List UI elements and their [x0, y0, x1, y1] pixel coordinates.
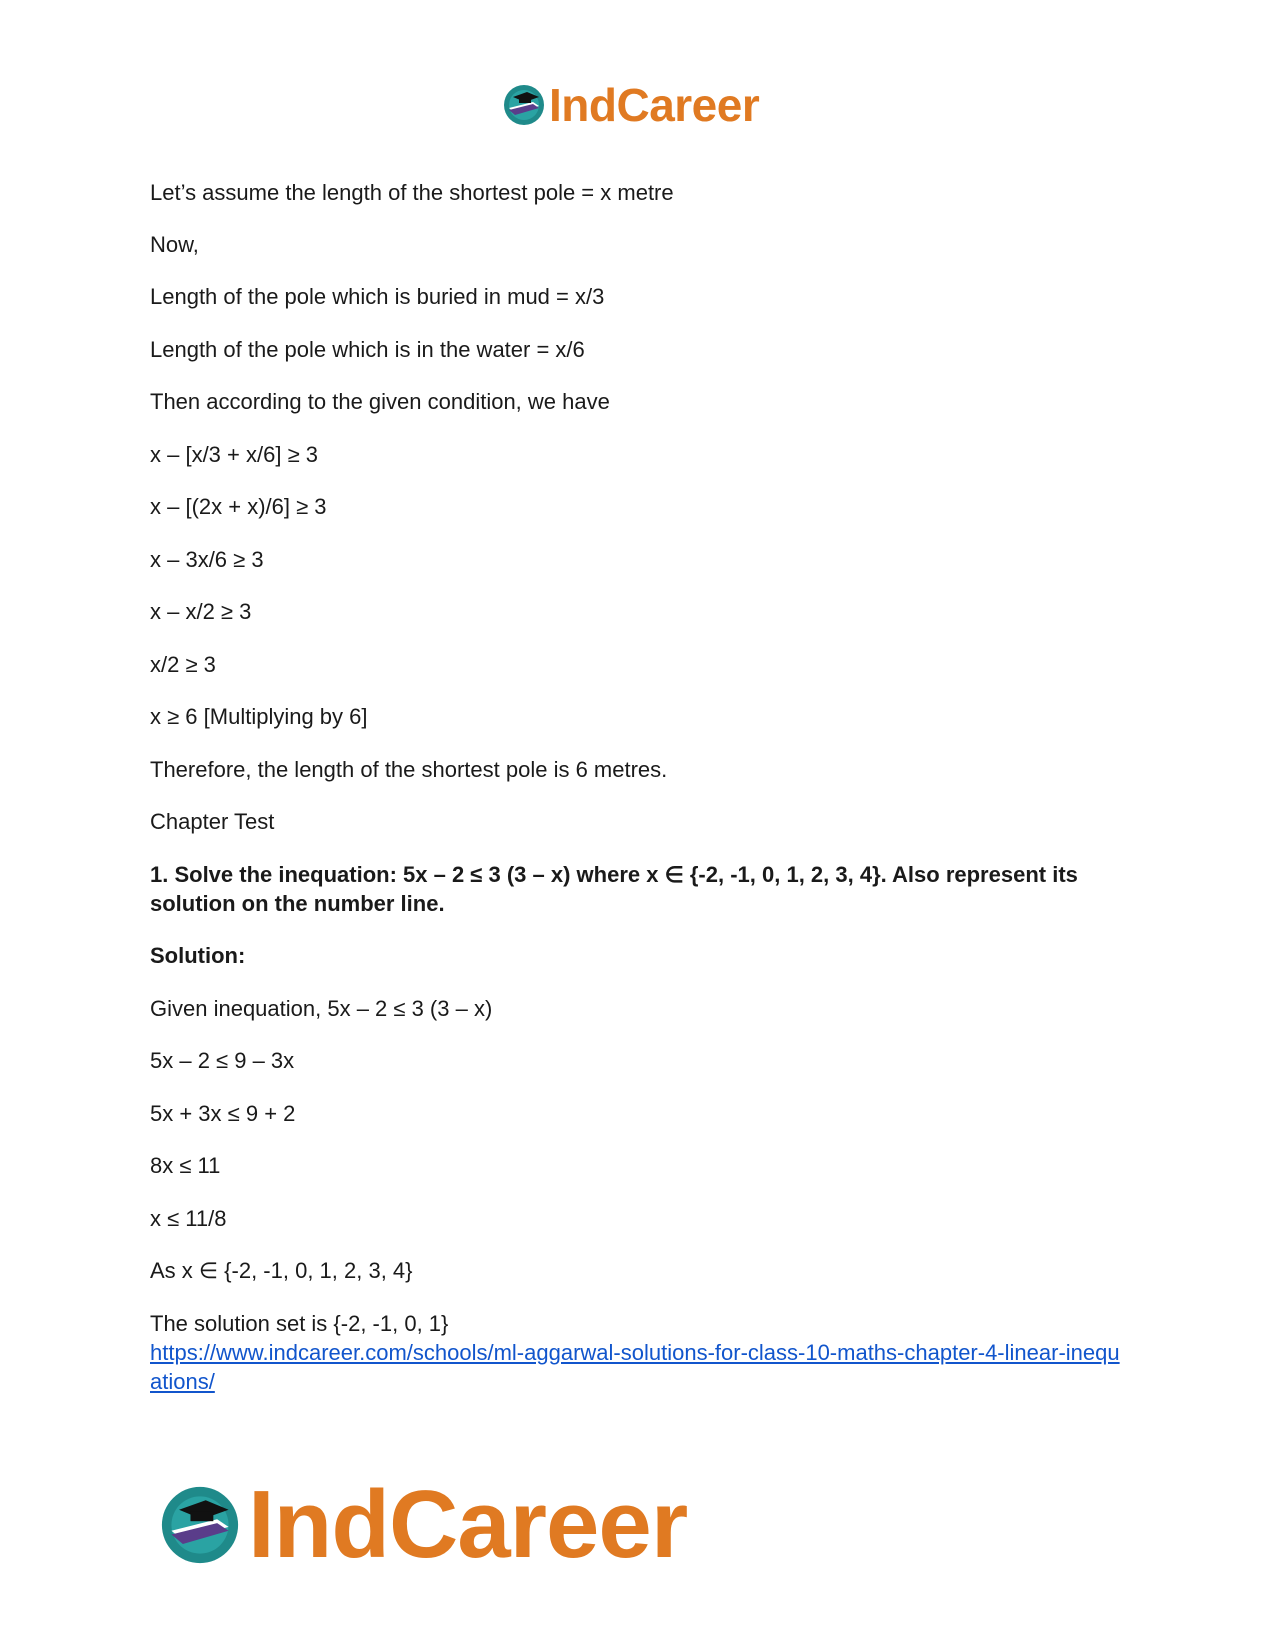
- solution-line: x ≤ 11/8: [150, 1206, 227, 1231]
- equation-line: x ≥ 6 [Multiplying by 6]: [150, 704, 368, 729]
- solution-line: 5x – 2 ≤ 9 – 3x: [150, 1048, 295, 1073]
- equation-line: x – [x/3 + x/6] ≥ 3: [150, 442, 318, 467]
- logo-text: IndCareer: [549, 79, 760, 131]
- solution-line: 8x ≤ 11: [150, 1153, 221, 1178]
- conclusion-line: Therefore, the length of the shortest pole is 6 metres.: [150, 757, 668, 782]
- logo-text: IndCareer: [248, 1471, 688, 1578]
- header-logo: [503, 78, 759, 132]
- solution-line: The solution set is {-2, -1, 0, 1}: [150, 1311, 449, 1336]
- solution-label: Solution:: [150, 943, 246, 968]
- text-line: Now,: [150, 232, 199, 257]
- text-line: Let’s assume the length of the shortest pole = x metre: [150, 180, 674, 205]
- equation-line: x – 3x/6 ≥ 3: [150, 547, 264, 572]
- footer-logo: [160, 1470, 687, 1580]
- section-heading: Chapter Test: [150, 809, 275, 834]
- text-line: Length of the pole which is buried in mud = x/3: [150, 284, 605, 309]
- text-line: Length of the pole which is in the water = x/6: [150, 337, 585, 362]
- source-link[interactable]: https://www.indcareer.com/schools/ml-aggarwal-solutions-for-class-10-maths-chapter-4-linear-inequations/: [150, 1340, 1120, 1394]
- equation-line: x – [(2x + x)/6] ≥ 3: [150, 494, 327, 519]
- solution-line: Given inequation, 5x – 2 ≤ 3 (3 – x): [150, 996, 493, 1021]
- graduation-book-icon: [160, 1485, 240, 1565]
- graduation-book-icon: [503, 84, 545, 126]
- text-line: Then according to the given condition, we have: [150, 389, 610, 414]
- equation-line: x – x/2 ≥ 3: [150, 599, 252, 624]
- question-text: 1. Solve the inequation: 5x – 2 ≤ 3 (3 – x) where x ∈ {-2, -1, 0, 1, 2, 3, 4}. Also represent its solution on the number line.: [150, 862, 1078, 916]
- solution-line: 5x + 3x ≤ 9 + 2: [150, 1101, 296, 1126]
- equation-line: x/2 ≥ 3: [150, 652, 216, 677]
- solution-line: As x ∈ {-2, -1, 0, 1, 2, 3, 4}: [150, 1258, 413, 1283]
